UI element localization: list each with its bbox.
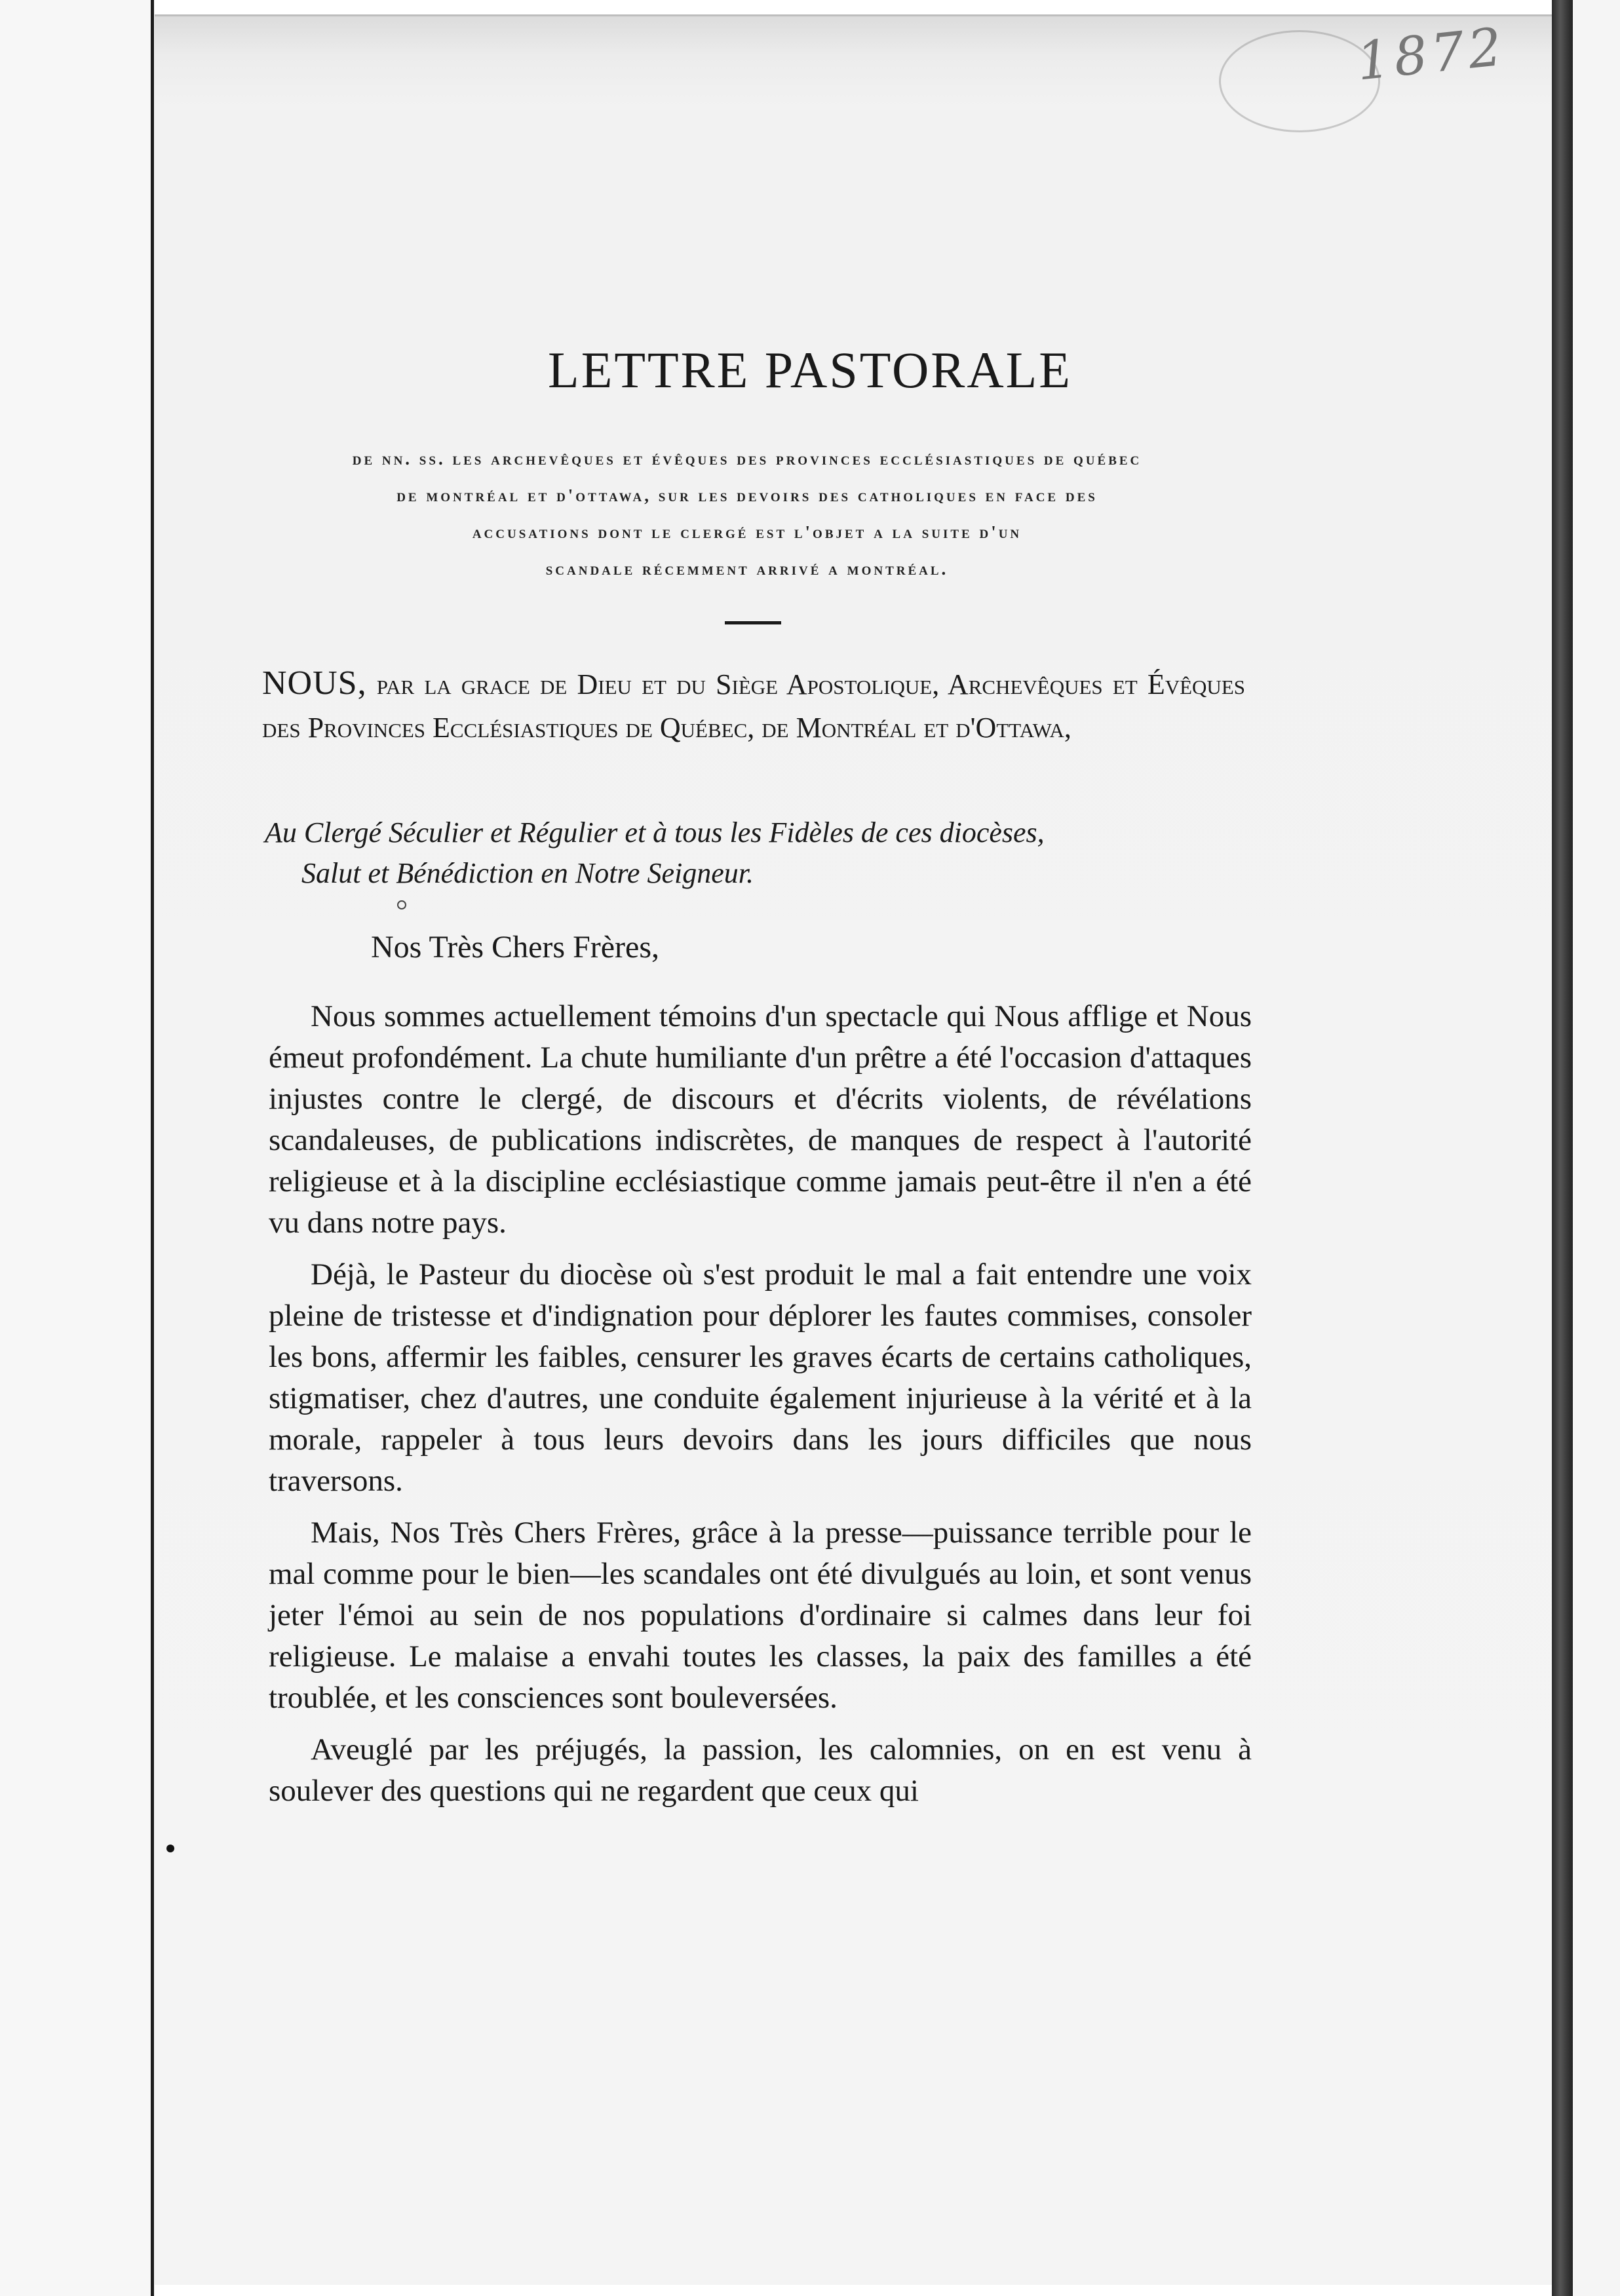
body-paragraph: Mais, Nos Très Chers Frères, grâce à la presse—puissance terrible pour le mal comme pour le bien—les scandales ont été divulgués au loin, et sont venus jeter l'émoi au sein de nos populations d'ordinaire si calmes dans leur foi religieuse. Le malaise a envahi toutes les classes, la paix des familles a été troublée, et les consciences sont bouleversées. [269, 1516, 1252, 1715]
addressors-text: par la grace de Dieu et du Siège Apostolique, Archevêques et Évêques des Provinces Ecclésiastiques de Québec, de Montréal et d'Ottawa, [262, 668, 1246, 744]
ink-dot [397, 900, 406, 909]
greeting: Nos Très Chers Frères, [371, 930, 660, 965]
body-paragraph: Déjà, le Pasteur du diocèse où s'est produit le mal a fait entendre une voix pleine de tristesse et d'indignation pour déplorer les fautes commises, consoler les bons, affermir les faibles, censurer les graves écarts de certains catholiques, stigmatiser, chez d'autres, une conduite également injurieuse à la vérité et à la morale, rappeler à tous leurs devoirs dans les jours difficiles que nous traversons. [269, 1257, 1252, 1498]
handwritten-number: 1872 [1353, 16, 1509, 92]
addressors-lead: NOUS, [262, 664, 367, 702]
margin-dot [166, 1845, 174, 1852]
body-paragraph: Nous sommes actuellement témoins d'un spectacle qui Nous afflige et Nous émeut profondément. La chute humiliante d'un prêtre a été l'occasion d'attaques injustes contre le clergé, de discours et d'écrits violents, de révélations scandaleuses, de publications indiscrètes, de manques de respect à l'autorité religieuse et à la discipline ecclésiastique comme jamais peut-être il n'en a été vu dans notre pays. [269, 999, 1252, 1240]
addressors-block [262, 662, 1245, 750]
salutation-line: Au Clergé Séculier et Régulier et à tous les Fidèles de ces diocèses, [265, 816, 1045, 849]
subtitle-line: accusations dont le clergé est l'objet a la suite d'un [472, 522, 1022, 542]
divider-rule [725, 621, 781, 624]
body-paragraph: Aveuglé par les préjugés, la passion, les calomnies, on en est venu à soulever des questions qui ne regardent que ceux qui [269, 1732, 1252, 1808]
salutation-block [265, 813, 1248, 894]
salutation-line: Salut et Bénédiction en Notre Seigneur. [301, 857, 754, 889]
subtitle [249, 440, 1245, 587]
subtitle-line: de montréal et d'ottawa, sur les devoirs des catholiques en face des [396, 486, 1098, 505]
subtitle-line: de nn. ss. les archevêques et évêques des provinces ecclésiastiques de québec [352, 449, 1142, 469]
page-title: LETTRE PASTORALE [548, 341, 1072, 398]
letter-body [269, 996, 1252, 1822]
subtitle-line: scandale récemment arrivé a montréal. [545, 559, 949, 579]
